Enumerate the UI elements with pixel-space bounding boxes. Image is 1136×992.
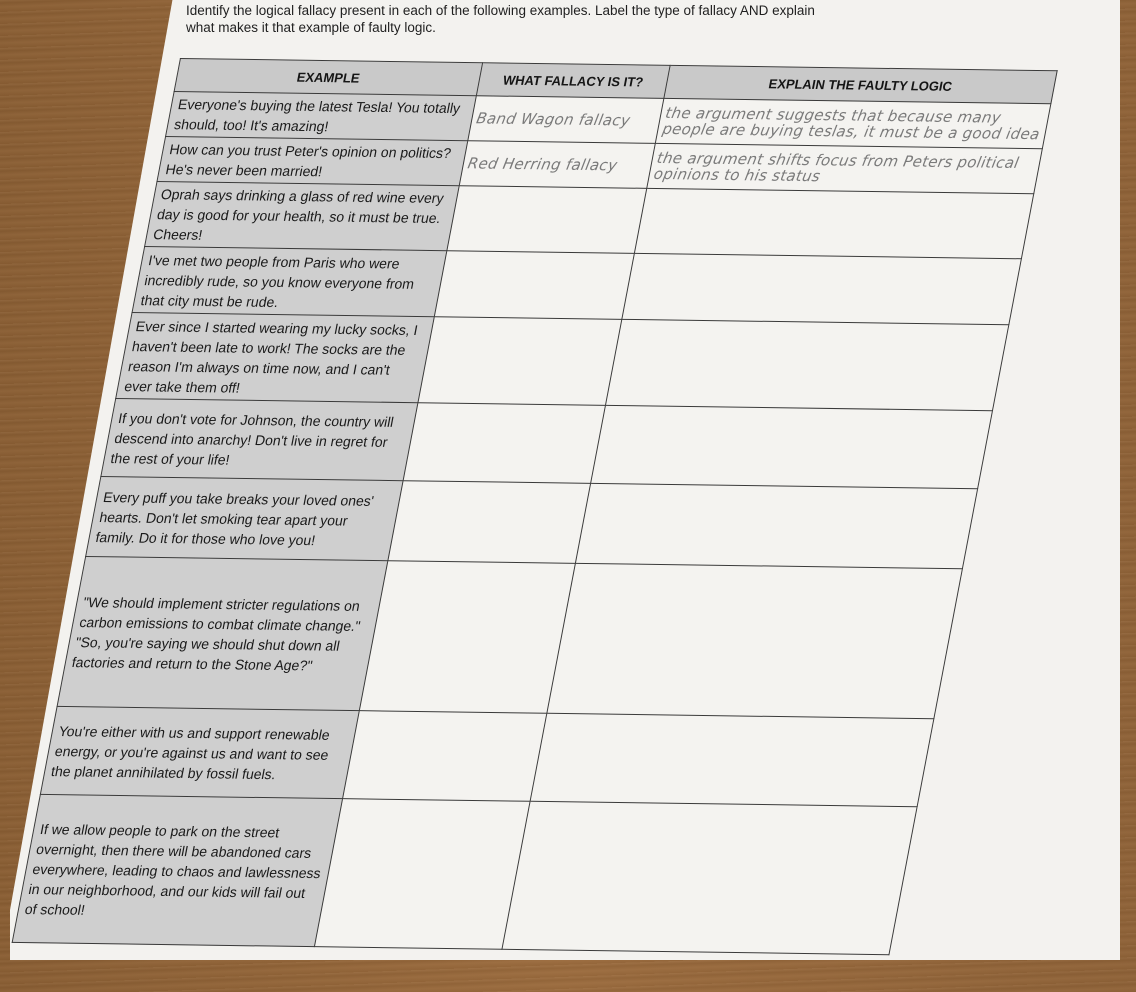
table-row [132,246,1021,324]
fallacy-answer-cell[interactable] [403,403,605,484]
explanation-answer-cell[interactable] [547,563,963,718]
example-cell: You're either with us and support renewable energy, or you're against us and want to see the planet annihilated by fossil fuels. [40,706,359,798]
explanation-answer-cell[interactable] [502,801,917,954]
example-cell: If you don't vote for Johnson, the country will descend into anarchy! Don't live in regret for the rest of your life! [101,398,418,480]
table-row [145,181,1034,258]
fallacy-answer-cell[interactable] [418,317,622,406]
table-row [86,476,978,568]
fallacy-answer-cell[interactable] [359,561,575,714]
explanation-answer-cell[interactable] [622,253,1022,324]
table-row [101,398,993,488]
example-cell: I've met two people from Paris who were incredibly rude, so you know everyone from that city must be rude. [132,246,447,316]
explanation-answer-cell[interactable] [634,188,1033,258]
explanation-answer-cell[interactable] [575,483,977,568]
fallacy-table [12,58,1058,955]
instructions-line-1: Identify the logical fallacy present in each of the following examples. Label the type of fallacy AND explain [186,3,815,18]
example-cell: Ever since I started wearing my lucky socks, I haven't been late to work! The socks are the reason I'm always on time now, and I can't ever take them off! [116,312,435,402]
example-cell: "We should implement stricter regulations on carbon emissions to combat climate change." "So, you're saying we should shut down all factories and return to the Stone Age?" [57,556,388,710]
header-fallacy: WHAT FALLACY IS IT? [476,63,670,99]
fallacy-answer-cell[interactable]: Band Wagon fallacy [468,96,664,144]
explanation-answer-cell[interactable] [591,405,993,488]
instructions-line-2: what makes it that example of faulty logic. [186,20,436,35]
table-row [116,312,1009,410]
explanation-answer-cell[interactable]: the argument shifts focus from Peters political opinions to his status [647,143,1043,193]
explanation-answer-cell[interactable] [605,319,1008,410]
fallacy-answer-cell[interactable]: Red Herring fallacy [459,141,655,189]
example-cell: Everyone's buying the latest Tesla! You totally should, too! It's amazing! [166,92,477,141]
header-explain: EXPLAIN THE FAULTY LOGIC [664,65,1057,103]
header-example: EXAMPLE [174,59,483,96]
explanation-answer-cell[interactable]: the argument suggests that because many people are buying teslas, it must be a good idea [655,98,1051,148]
fallacy-answer-cell[interactable] [388,481,591,564]
fallacy-answer-cell[interactable] [343,711,547,802]
table-row [40,706,933,806]
table-row [57,556,962,718]
fallacy-answer-cell[interactable] [314,799,530,950]
example-cell: How can you trust Peter's opinion on politics? He's never been married! [157,136,468,185]
fallacy-answer-cell[interactable] [434,251,634,320]
example-cell: Every puff you take breaks your loved ones' hearts. Don't let smoking tear apart your family. Do it for those who love you! [86,476,403,560]
fallacy-answer-cell[interactable] [447,186,647,254]
table-row [12,794,917,954]
example-cell: If we allow people to park on the street overnight, then there will be abandoned cars everywhere, leading to chaos and lawlessness in our neighborhood, and our kids will fail out of school! [12,794,342,946]
explanation-answer-cell[interactable] [530,713,934,806]
example-cell: Oprah says drinking a glass of red wine every day is good for your health, so it must be true. Cheers! [145,181,460,250]
